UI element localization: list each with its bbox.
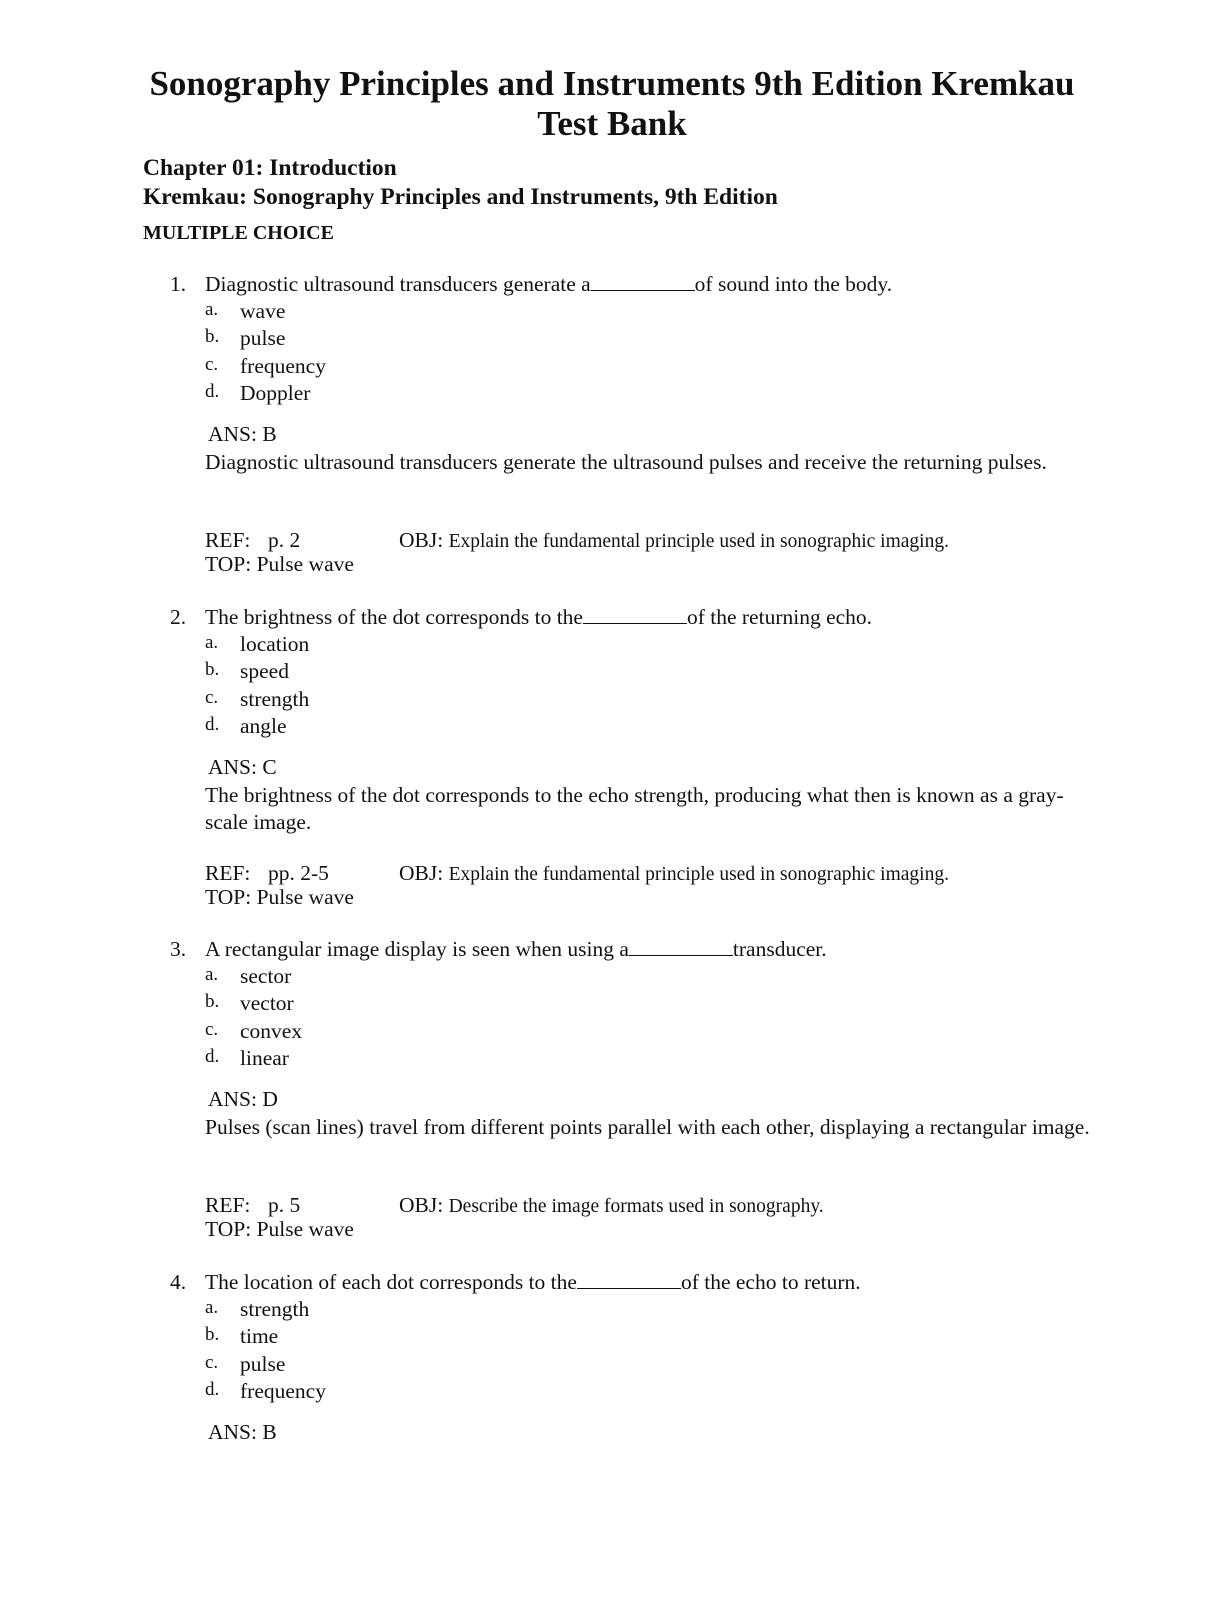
question-number: 2. [170, 605, 187, 629]
option-text: time [240, 1324, 279, 1349]
stem-after: of the echo to return. [680, 1270, 861, 1294]
obj-text: Explain the fundamental principle used in sonographic imaging. [448, 864, 949, 885]
topic: TOP: Pulse wave [205, 552, 354, 576]
option-letter: c. [205, 353, 219, 375]
option-text: angle [240, 713, 287, 738]
document-title: Sonography Principles and Instruments 9th Edition Kremkau [149, 64, 1075, 103]
option-text: wave [240, 299, 286, 323]
option-text: sector [240, 964, 292, 988]
stem-after: of the returning echo. [686, 605, 873, 629]
answer-blank [629, 937, 733, 956]
objective [399, 528, 949, 553]
ref-label: REF: [205, 1193, 251, 1217]
option-text: strength [240, 1297, 310, 1321]
option-letter: a. [205, 964, 219, 985]
question-number: 3. [170, 937, 187, 961]
stem-before: The location of each dot corresponds to the [205, 1270, 577, 1294]
obj-text: Explain the fundamental principle used in sonographic imaging. [448, 531, 949, 552]
option-letter: b. [205, 991, 220, 1013]
ref-label: REF: [205, 861, 251, 885]
option-letter: b. [205, 326, 220, 348]
question-stem [205, 605, 872, 630]
stem-before: The brightness of the dot corresponds to the [205, 605, 583, 629]
option-text: pulse [240, 326, 286, 351]
ref-pages: p. 5 [268, 1193, 301, 1217]
obj-label: OBJ: [399, 861, 444, 885]
answer-explanation: The brightness of the dot corresponds to the echo strength, producing what then is known as a gray-scale image. [205, 783, 1064, 834]
option-letter: a. [205, 1297, 219, 1318]
obj-text: Describe the image formats used in sonography. [448, 1196, 824, 1217]
document-subtitle: Test Bank [537, 104, 687, 143]
section-heading: MULTIPLE CHOICE [143, 222, 334, 244]
option-letter: d. [205, 713, 220, 735]
question-stem [205, 272, 892, 297]
topic: TOP: Pulse wave [205, 1217, 354, 1241]
question-number: 1. [170, 272, 187, 296]
option-letter: b. [205, 659, 220, 681]
question-item [0, 605, 1224, 935]
answer-blank [583, 605, 687, 624]
stem-before: Diagnostic ultrasound transducers generate a [205, 272, 591, 296]
question-number: 4. [170, 1270, 187, 1294]
question-item [0, 937, 1224, 1267]
obj-label: OBJ: [399, 528, 444, 552]
book-heading: Kremkau: Sonography Principles and Instruments, 9th Edition [143, 184, 778, 210]
answer-key: ANS: B [208, 1420, 277, 1444]
question-stem [205, 1270, 861, 1295]
option-text: vector [240, 991, 294, 1016]
question-item [0, 1270, 1224, 1600]
option-letter: b. [205, 1324, 220, 1346]
option-letter: c. [205, 1018, 219, 1040]
ref-pages: pp. 2-5 [268, 861, 329, 885]
option-letter: d. [205, 1378, 220, 1400]
ref-pages: p. 2 [268, 528, 301, 552]
question-stem [205, 937, 827, 962]
option-letter: d. [205, 380, 220, 402]
option-letter: a. [205, 299, 219, 320]
chapter-heading: Chapter 01: Introduction [143, 155, 397, 181]
answer-explanation: Diagnostic ultrasound transducers generate the ultrasound pulses and receive the returning pulses. [205, 450, 1047, 474]
option-text: convex [240, 1018, 303, 1043]
option-text: Doppler [240, 380, 311, 405]
option-text: strength [240, 686, 310, 711]
topic: TOP: Pulse wave [205, 885, 354, 909]
answer-key: ANS: B [208, 422, 277, 446]
obj-label: OBJ: [399, 1193, 444, 1217]
answer-key: ANS: C [208, 755, 277, 779]
answer-explanation: Pulses (scan lines) travel from different points parallel with each other, displaying a rectangular image. [205, 1115, 1090, 1139]
option-text: pulse [240, 1351, 286, 1376]
option-text: linear [240, 1045, 289, 1070]
question-item [0, 272, 1224, 602]
stem-after: transducer. [732, 937, 827, 961]
option-text: location [240, 632, 310, 656]
option-letter: d. [205, 1045, 220, 1067]
option-text: frequency [240, 353, 326, 378]
option-letter: c. [205, 1351, 219, 1373]
ref-label: REF: [205, 528, 251, 552]
stem-before: A rectangular image display is seen when using a [205, 937, 629, 961]
answer-key: ANS: D [208, 1087, 278, 1111]
answer-blank [591, 272, 695, 291]
objective [399, 1193, 824, 1218]
stem-after: of sound into the body. [694, 272, 893, 296]
answer-blank [577, 1270, 681, 1289]
objective [399, 861, 949, 886]
option-letter: a. [205, 632, 219, 653]
option-letter: c. [205, 686, 219, 708]
option-text: frequency [240, 1378, 326, 1403]
option-text: speed [240, 659, 289, 684]
